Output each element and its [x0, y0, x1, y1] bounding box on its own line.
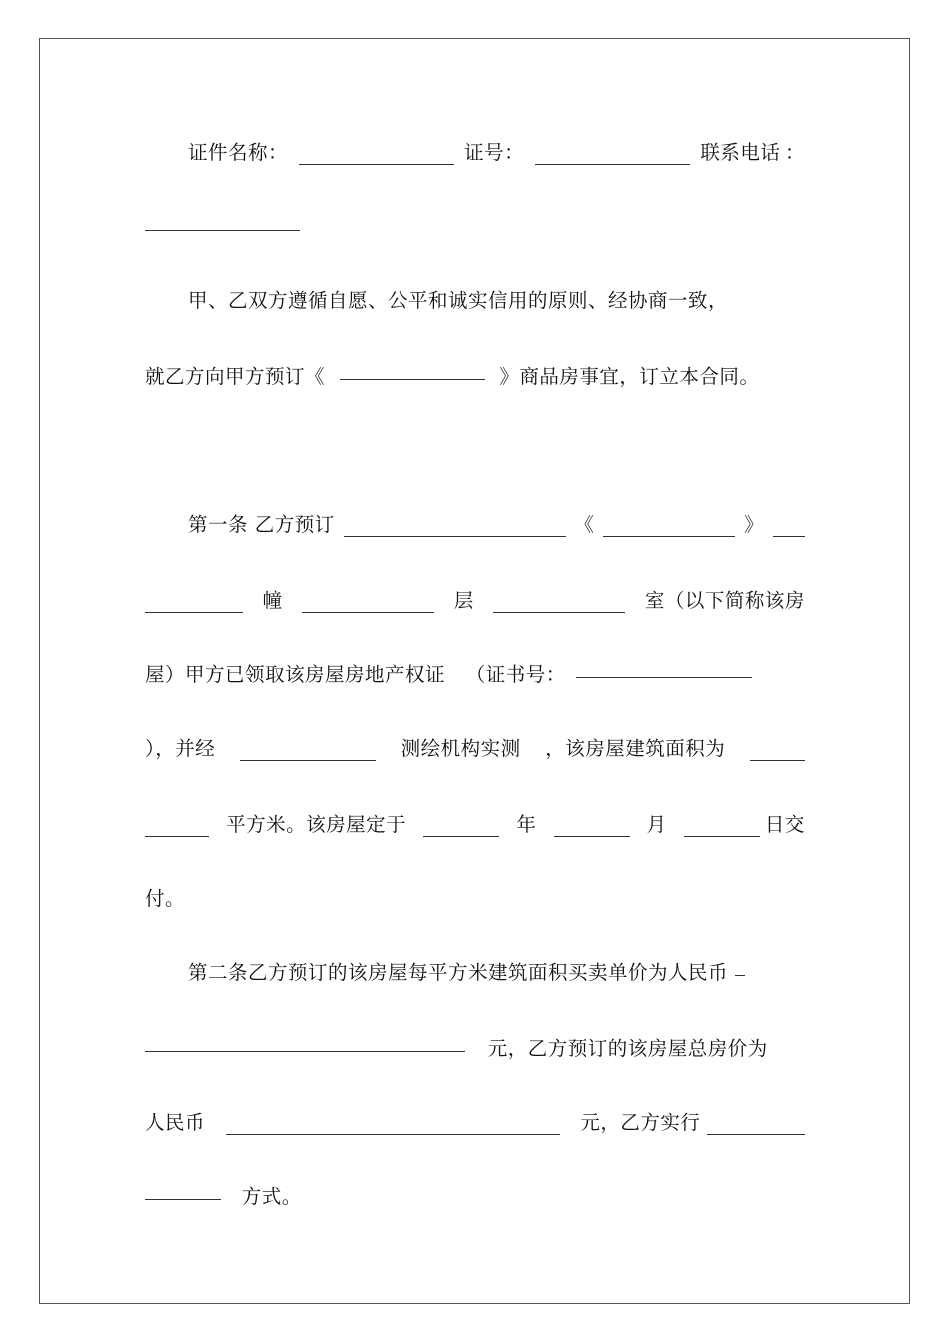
article1-blank-2	[603, 535, 735, 537]
intro-prefix: 就乙方向甲方预订《	[145, 365, 326, 388]
area-unit-text: 平方米。该房屋定于	[226, 813, 407, 836]
payment-method-blank-1	[707, 1133, 805, 1135]
phone-blank	[145, 229, 300, 231]
room-no-blank	[493, 611, 625, 613]
cert-name-label: 证件名称：	[188, 141, 289, 164]
article1-blank-1	[344, 535, 566, 537]
month-blank	[554, 835, 630, 837]
payment-method-label: 方式。	[241, 1185, 302, 1208]
survey-prefix: ），并经	[145, 737, 216, 760]
unit-price-text: 第二条乙方预订的该房屋每平方米建筑面积买卖单价为人民币	[188, 961, 729, 984]
article2-line-1	[188, 958, 805, 988]
certificate-no-blank	[576, 676, 752, 678]
cert-no-blank	[535, 163, 690, 165]
area-blank-1	[750, 759, 805, 761]
article1-line-4	[145, 734, 805, 764]
contact-info-line	[188, 138, 805, 168]
article1-line-5	[145, 810, 805, 840]
total-price-blank	[226, 1133, 560, 1135]
unit-price-blank-2	[145, 1050, 465, 1052]
article1-line-3	[145, 660, 805, 690]
article1-line-6: 付。	[145, 887, 186, 910]
payment-method-blank-2	[145, 1198, 221, 1200]
floor-no-blank	[302, 611, 434, 613]
month-label: 月	[646, 813, 667, 836]
survey-label: 测绘机构实测	[400, 737, 521, 760]
cert-no-label: 证号：	[464, 141, 525, 164]
unit-price-blank-1	[735, 974, 745, 976]
survey-agency-blank	[240, 759, 376, 761]
building-label: 幢	[262, 589, 283, 612]
phone-colon: ：	[784, 141, 805, 164]
room-label: 室（以下简称该房	[644, 589, 805, 612]
article1-blank-3	[773, 535, 805, 537]
year-blank	[423, 835, 499, 837]
rmb-label: 人民币	[145, 1111, 206, 1134]
payment-text: 元，乙方实行	[580, 1111, 701, 1134]
floor-label: 层	[453, 589, 474, 612]
intro-line-2	[145, 362, 805, 392]
day-label: 日交	[764, 813, 805, 836]
total-price-text: 元，乙方预订的该房屋总房价为	[487, 1037, 768, 1060]
area-label: ，该房屋建筑面积为	[545, 737, 726, 760]
day-blank	[684, 835, 760, 837]
article2-line-3	[145, 1108, 805, 1138]
certificate-no-label: （证书号：	[465, 663, 566, 686]
article1-prefix: 第一条 乙方预订	[188, 513, 335, 536]
intro-suffix: 》商品房事宜，订立本合同。	[499, 365, 760, 388]
certificate-text: 屋）甲方已领取该房屋房地产权证	[145, 663, 446, 686]
year-label: 年	[516, 813, 537, 836]
article2-line-2	[145, 1034, 805, 1064]
building-no-blank	[145, 611, 243, 613]
intro-line-1: 甲、乙双方遵循自愿、公平和诚实信用的原则、经协商一致，	[188, 289, 729, 312]
phone-label: 联系电话	[700, 141, 781, 164]
cert-name-blank	[299, 163, 454, 165]
article1-line-2	[145, 586, 805, 616]
article1-line-1	[188, 510, 805, 540]
area-blank-2	[145, 835, 209, 837]
phone-blank-line	[145, 213, 805, 243]
article2-line-4	[145, 1182, 805, 1212]
article1-bracket-open: 《	[574, 513, 595, 536]
article1-bracket-close: 》	[744, 513, 765, 536]
project-name-blank	[340, 378, 485, 380]
